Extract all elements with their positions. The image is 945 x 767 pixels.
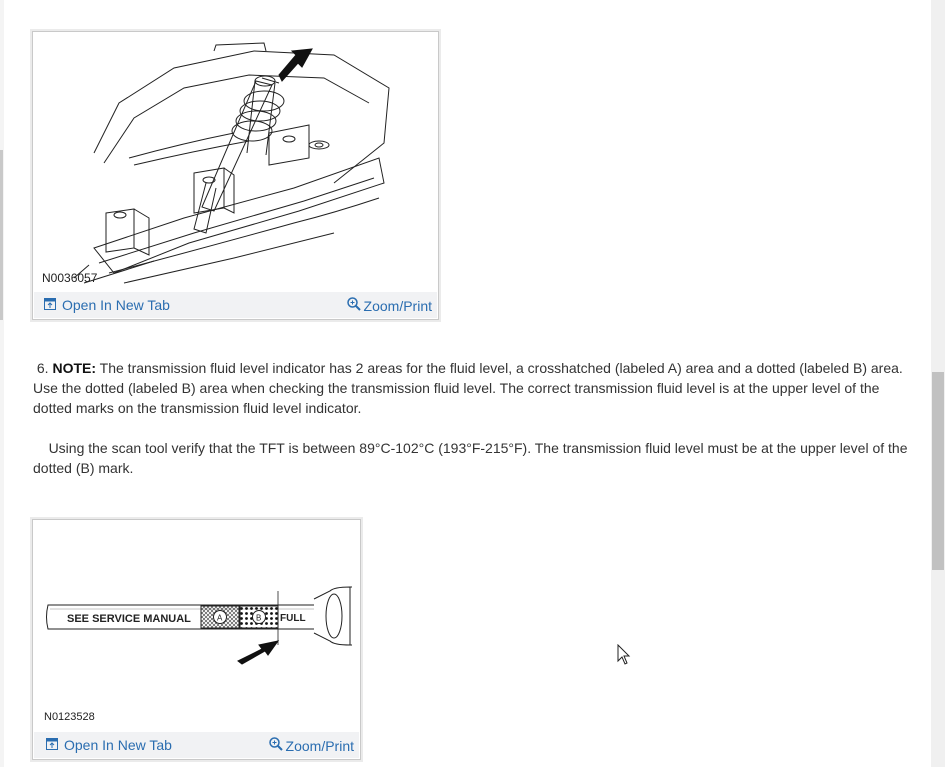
- full-label: FULL: [280, 613, 306, 624]
- mouse-cursor-icon: [617, 644, 631, 666]
- figure-code: N0123528: [44, 711, 95, 723]
- figure-1: [32, 31, 439, 320]
- area-b-label: B: [256, 613, 262, 623]
- left-edge: [0, 0, 4, 767]
- open-in-new-tab-label: Open In New Tab: [62, 297, 170, 313]
- zoom-icon: [347, 297, 361, 314]
- note-label: NOTE:: [52, 360, 97, 376]
- left-edge-mark: [0, 150, 3, 320]
- step-number: 6.: [36, 360, 49, 376]
- zoom-print-label: Zoom/Print: [285, 737, 354, 754]
- note-text: The transmission fluid level indicator has 2 areas for the fluid level, a crosshatched (labeled A) area and a dotted (labeled B) area. Use the dotted (labeled B) area when checking the transmission fluid level. The correct transmission fluid level is at the upper level of the dotted marks on the transmission fluid level indicator.: [33, 360, 903, 416]
- scrollbar-thumb[interactable]: [932, 372, 944, 570]
- open-in-new-tab-link[interactable]: [44, 297, 170, 313]
- zoom-icon: [269, 737, 283, 754]
- step-instruction-paragraph: [33, 438, 918, 478]
- fluid-level-indicator-illustration: [34, 521, 359, 701]
- open-tab-icon: [44, 297, 56, 313]
- open-tab-icon: [46, 737, 58, 753]
- figure-code: N0036057: [42, 271, 98, 285]
- open-in-new-tab-link[interactable]: [46, 737, 172, 753]
- arrow-pointer-icon: [238, 641, 278, 664]
- step-6: [33, 358, 918, 478]
- instruction-text: Using the scan tool verify that the TFT is between 89°C-102°C (193°F-215°F). The transmission fluid level must be at the upper level of the dotted (B) mark.: [33, 440, 908, 476]
- figure-toolbar: [34, 292, 437, 318]
- zoom-print-link[interactable]: [269, 737, 354, 754]
- arrow-pointer-icon: [279, 49, 312, 81]
- figure-2: [32, 519, 361, 760]
- open-in-new-tab-label: Open In New Tab: [64, 737, 172, 753]
- zoom-print-link[interactable]: [347, 297, 432, 314]
- step-note-paragraph: [33, 358, 918, 418]
- figure-toolbar: [34, 732, 359, 758]
- area-a-label: A: [217, 613, 223, 623]
- transmission-dipstick-illustration: [34, 33, 437, 291]
- zoom-print-label: Zoom/Print: [363, 297, 432, 314]
- dipstick-text: SEE SERVICE MANUAL: [67, 613, 191, 625]
- vertical-scrollbar[interactable]: [931, 0, 945, 767]
